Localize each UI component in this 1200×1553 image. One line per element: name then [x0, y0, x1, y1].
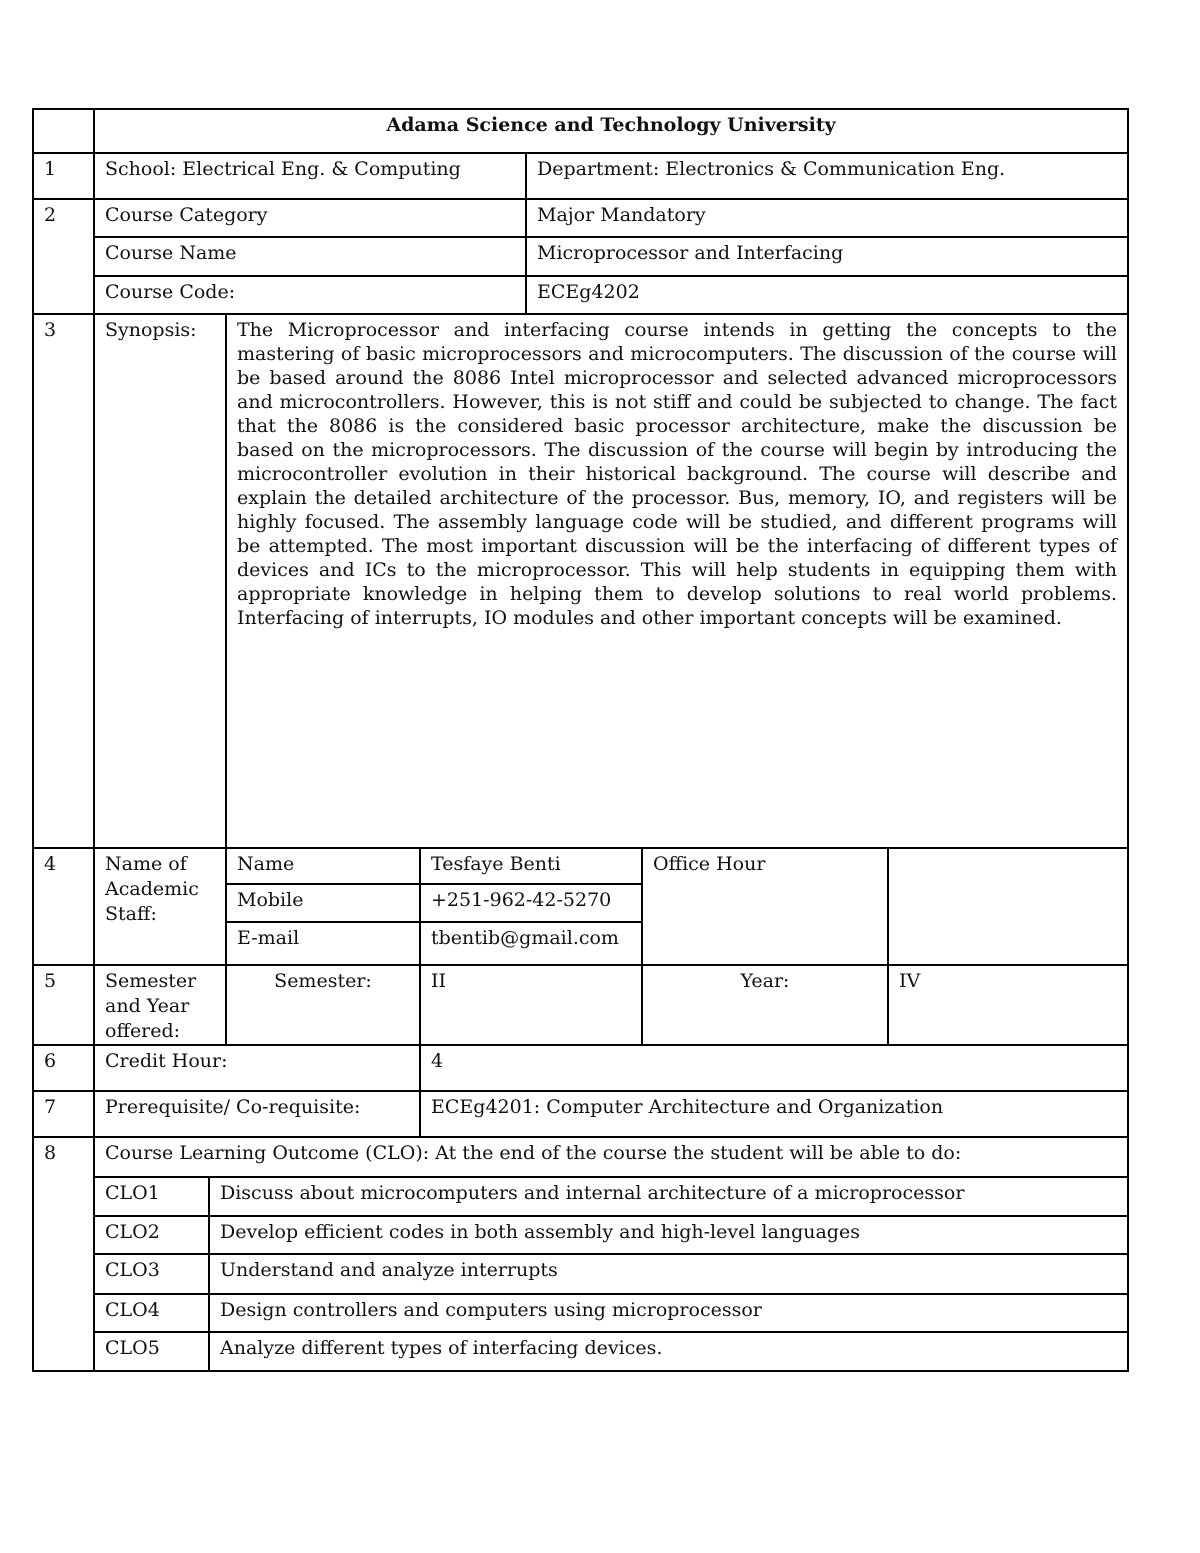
course-code-label: Course Code: [94, 276, 526, 314]
row-number: 5 [33, 965, 94, 1045]
course-category-label: Course Category [94, 199, 526, 237]
credit-hour-label: Credit Hour: [94, 1045, 420, 1091]
label-line: and Year [105, 995, 190, 1017]
row-number: 1 [33, 153, 94, 199]
course-category-row [33, 199, 1128, 237]
clo-row [33, 1216, 1128, 1254]
synopsis-label: Synopsis: [94, 314, 226, 848]
course-name-label: Course Name [94, 237, 526, 276]
clo-row [33, 1332, 1128, 1371]
year-value: IV [888, 965, 1128, 1045]
clo-text: Understand and analyze interrupts [209, 1254, 1128, 1294]
school-row [33, 153, 1128, 199]
label-line: Name of [105, 853, 187, 875]
staff-email-label: E-mail [226, 922, 420, 965]
credit-hour-value: 4 [420, 1045, 1128, 1091]
staff-name-label: Name [226, 848, 420, 884]
staff-name-value: Tesfaye Benti [420, 848, 642, 884]
clo-text: Discuss about microcomputers and internal architecture of a microprocessor [209, 1177, 1128, 1216]
course-category-value: Major Mandatory [526, 199, 1128, 237]
row-number: 6 [33, 1045, 94, 1091]
semester-year-label [94, 965, 226, 1045]
credit-hour-row [33, 1045, 1128, 1091]
clo-text: Develop efficient codes in both assembly and high-level languages [209, 1216, 1128, 1254]
synopsis-text: The Microprocessor and interfacing course intends in getting the concepts to the mastering of basic microprocessors and microcomputers. The discussion of the course will be based around the 8086 Intel microprocessor and selected advanced microprocessors and microcontrollers. However, this is not stiff and could be subjected to change. The fact that the 8086 is the considered basic processor architecture, make the discussion be based on the microprocessors. The discussion of the course will begin by introducing the microcontroller evolution in their historical background. The course will describe and explain the detailed architecture of the processor. Bus, memory, IO, and registers will be highly focused. The assembly language code will be studied, and different programs will be attempted. The most important discussion will be the interfacing of different types of devices and ICs to the microprocessor. This will help students in equipping them with appropriate knowledge in helping them to develop solutions to real world problems. Interfacing of interrupts, IO modules and other important concepts will be examined. [226, 314, 1128, 848]
department-cell: Department: Electronics & Communication Eng. [526, 153, 1128, 199]
clo-text: Analyze different types of interfacing devices. [209, 1332, 1128, 1371]
course-code-value: ECEg4202 [526, 276, 1128, 314]
clo-code: CLO3 [94, 1254, 209, 1294]
label-line: Semester [105, 970, 197, 992]
prerequisite-row [33, 1091, 1128, 1137]
synopsis-row [33, 314, 1128, 848]
clo-header-row [33, 1137, 1128, 1177]
semester-label: Semester: [226, 965, 420, 1045]
staff-name-row [33, 848, 1128, 884]
academic-staff-label [94, 848, 226, 965]
course-name-row [33, 237, 1128, 276]
label-line: Staff: [105, 903, 157, 925]
prerequisite-label: Prerequisite/ Co-requisite: [94, 1091, 420, 1137]
row-number: 8 [33, 1137, 94, 1371]
semester-year-row [33, 965, 1128, 1045]
clo-header: Course Learning Outcome (CLO): At the end of the course the student will be able to do: [94, 1137, 1128, 1177]
label-line: offered: [105, 1020, 181, 1042]
row-number: 4 [33, 848, 94, 965]
clo-row [33, 1177, 1128, 1216]
row-number: 2 [33, 199, 94, 314]
office-hour-label: Office Hour [642, 848, 888, 965]
university-header-row [33, 109, 1128, 153]
university-title: Adama Science and Technology University [94, 109, 1128, 153]
staff-mobile-value: +251-962-42-5270 [420, 884, 642, 922]
clo-code: CLO4 [94, 1294, 209, 1332]
clo-row [33, 1294, 1128, 1332]
course-code-row [33, 276, 1128, 314]
school-cell: School: Electrical Eng. & Computing [94, 153, 526, 199]
staff-email-value: tbentib@gmail.com [420, 922, 642, 965]
course-name-value: Microprocessor and Interfacing [526, 237, 1128, 276]
course-syllabus-page [32, 108, 1127, 1372]
row-number: 3 [33, 314, 94, 848]
prerequisite-value: ECEg4201: Computer Architecture and Organization [420, 1091, 1128, 1137]
year-label: Year: [642, 965, 888, 1045]
row-number: 7 [33, 1091, 94, 1137]
semester-value: II [420, 965, 642, 1045]
course-syllabus-table [32, 108, 1129, 1372]
office-hour-value [888, 848, 1128, 965]
staff-mobile-label: Mobile [226, 884, 420, 922]
clo-code: CLO2 [94, 1216, 209, 1254]
clo-text: Design controllers and computers using microprocessor [209, 1294, 1128, 1332]
label-line: Academic [105, 878, 199, 900]
clo-code: CLO5 [94, 1332, 209, 1371]
clo-row [33, 1254, 1128, 1294]
clo-code: CLO1 [94, 1177, 209, 1216]
